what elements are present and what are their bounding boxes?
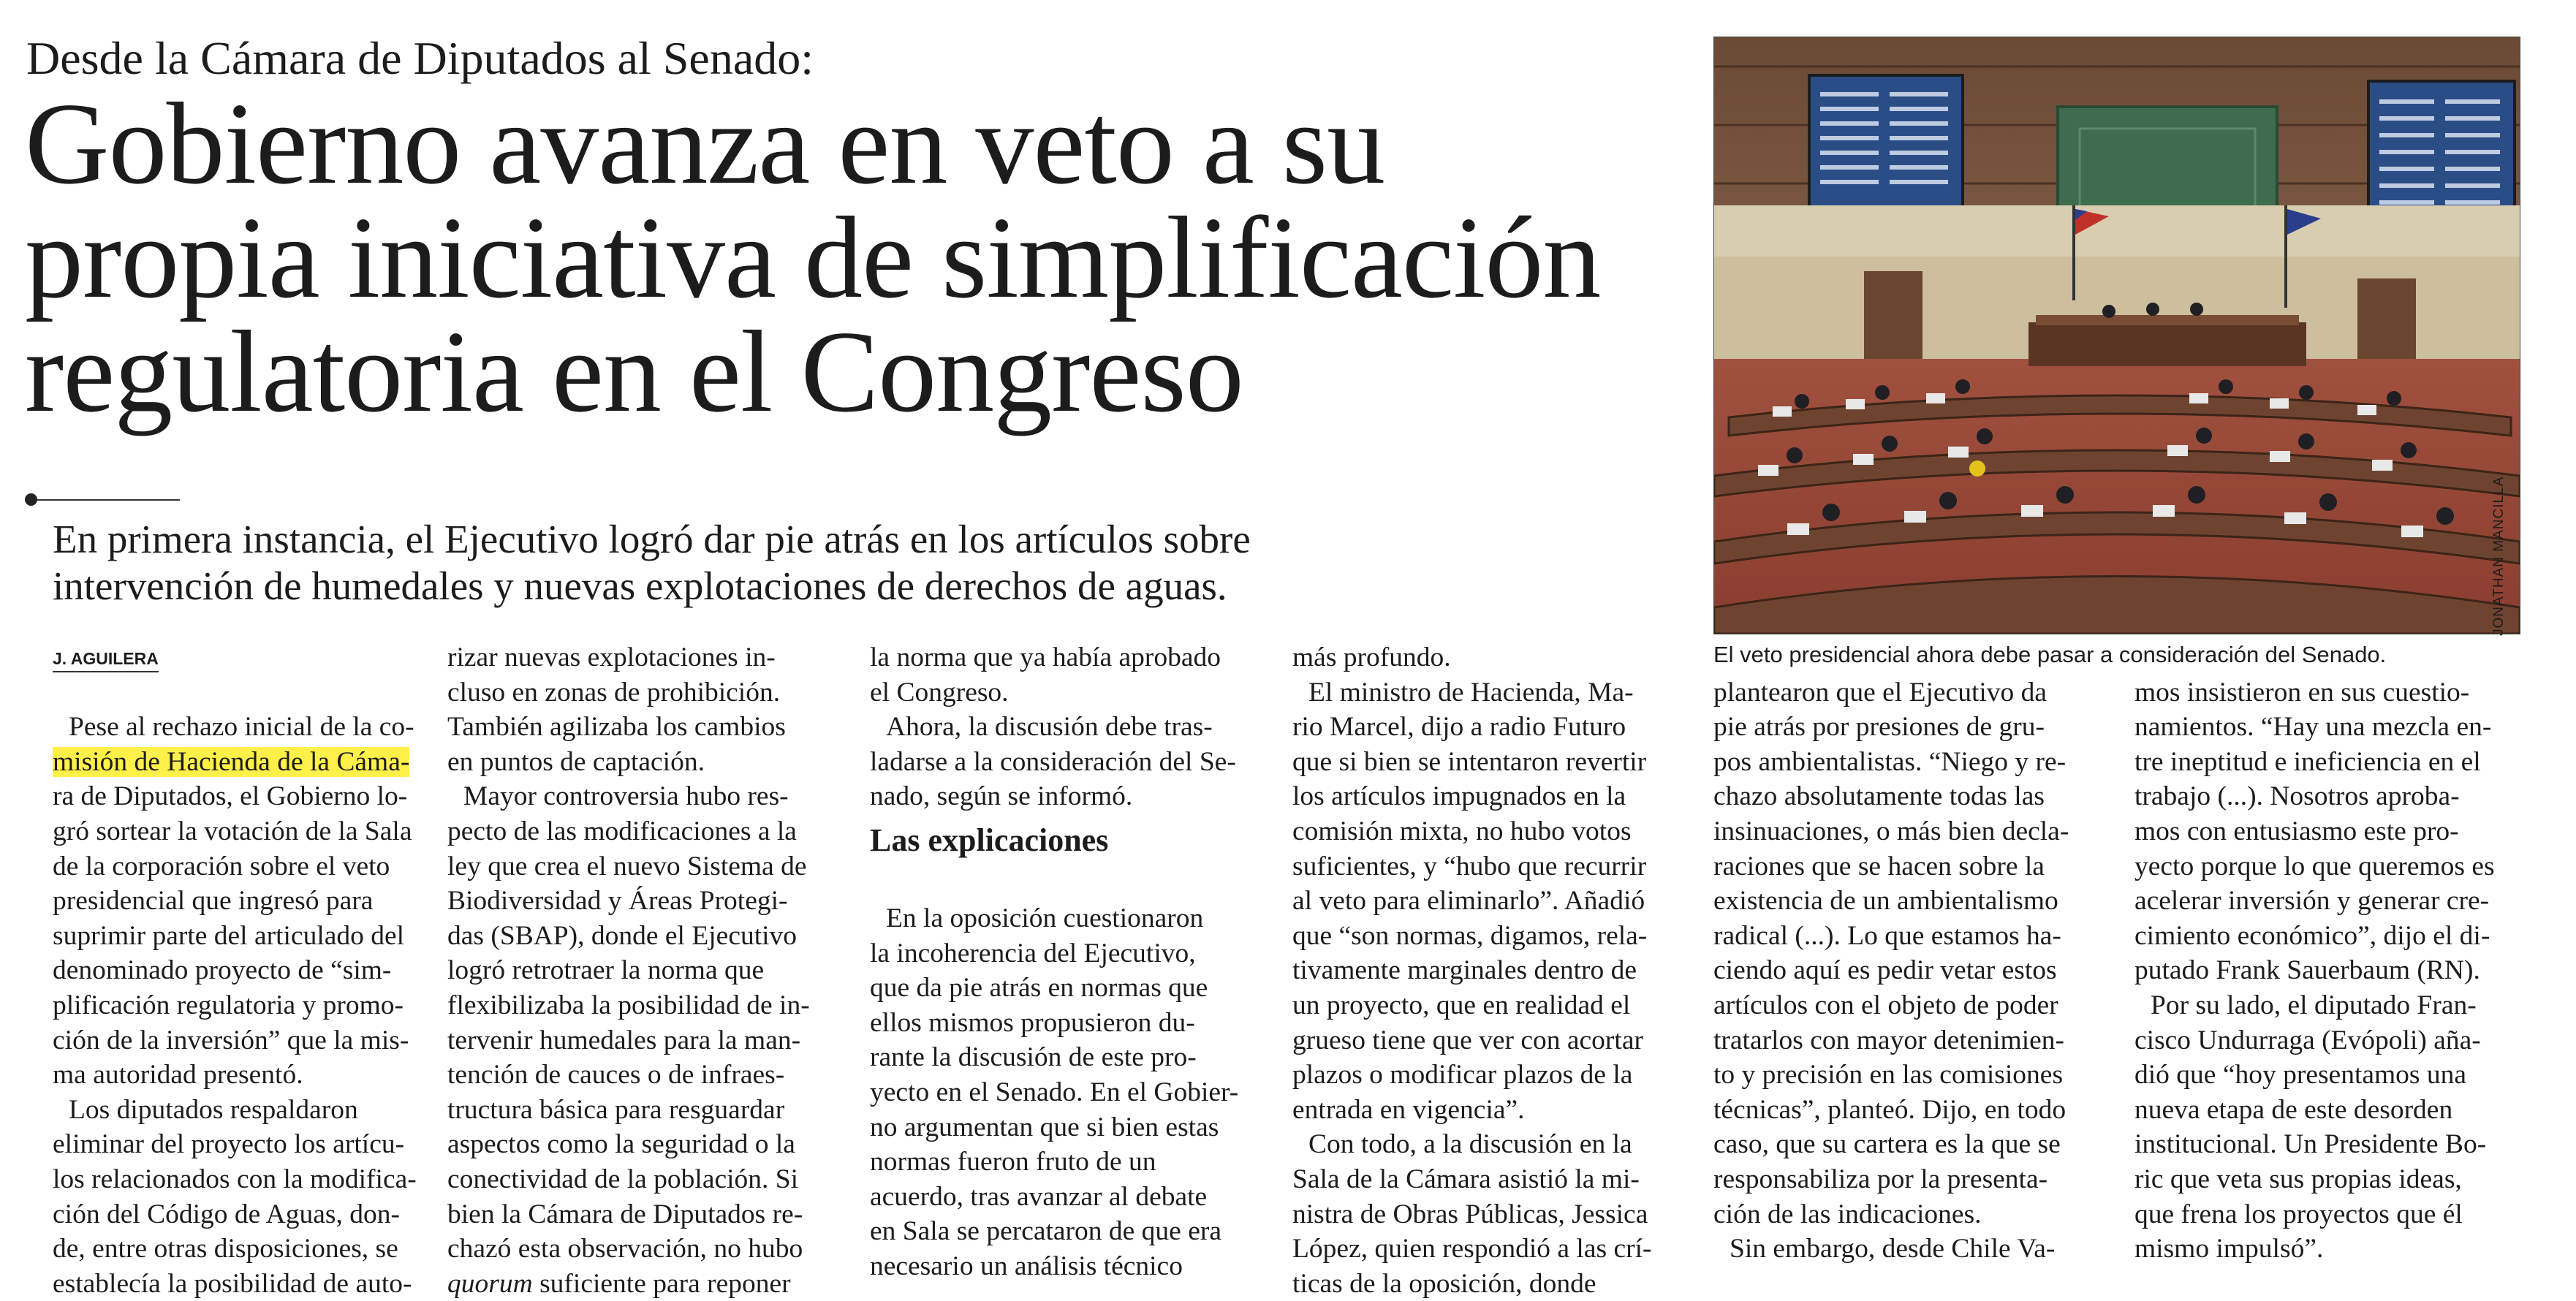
text-line: pos ambientalistas. “Niego y re- <box>1713 746 2067 777</box>
headline-line: Gobierno avanza en veto a su <box>25 78 1385 208</box>
text-line: bien la Cámara de Diputados re- <box>447 1199 803 1229</box>
text-fragment: suficiente para reponer <box>539 1268 791 1299</box>
text-line: que si bien se intentaron revertir <box>1292 746 1647 777</box>
text-line: un proyecto, que en realidad el <box>1292 990 1631 1020</box>
text-line: dió que “hoy presentamos una <box>2134 1060 2467 1091</box>
text-line: nistra de Obras Públicas, Jessica <box>1292 1199 1648 1229</box>
text-line <box>53 745 418 780</box>
text-line: presidencial que ingresó para <box>53 886 374 917</box>
text-line: suficientes, y “hubo que recurrir <box>1292 851 1647 881</box>
column-2 <box>447 640 835 1301</box>
text-line: acelerar inversión y generar cre- <box>2134 886 2490 917</box>
text-line: el Congreso. <box>870 677 1009 708</box>
text-line: Con todo, a la discusión en la <box>1308 1129 1632 1160</box>
text-line: tivamente marginales dentro de <box>1292 955 1637 986</box>
text-line: rante la discusión de este pro- <box>870 1042 1197 1073</box>
text-line: Por su lado, el diputado Fran- <box>2151 990 2477 1020</box>
column-3 <box>870 640 1265 1284</box>
text-line: logró retrotraer la norma que <box>447 955 765 986</box>
text-line: la incoherencia del Ejecutivo, <box>870 938 1196 968</box>
headline-line: propia iniciativa de simplificación <box>25 192 1601 322</box>
text-line: tre ineptitud e ineficiencia en el <box>2134 746 2481 777</box>
column-5 <box>1713 640 2108 1267</box>
chamber-illustration <box>1714 37 2520 634</box>
text-line: ladarse a la consideración del Se- <box>870 746 1236 777</box>
divider-rule <box>32 499 180 501</box>
highlighted-text: misión de Hacienda de la Cáma- <box>53 746 410 777</box>
text-line: ción de las indicaciones. <box>1713 1199 1982 1229</box>
text-line: Biodiversidad y Áreas Protegi- <box>447 886 788 917</box>
column-4 <box>1292 640 1687 1301</box>
italic-word: quorum <box>447 1268 533 1299</box>
divider-dot <box>25 493 37 506</box>
text-line: chazo absolutamente todas las <box>1713 781 2045 812</box>
text-line: Ahora, la discusión debe tras- <box>886 712 1213 743</box>
subheading: Las explicaciones <box>870 822 1109 858</box>
text-line: caso, que su cartera es la que se <box>1713 1129 2061 1160</box>
column-1 <box>53 640 418 1301</box>
text-line: También agilizaba los cambios <box>447 712 786 743</box>
text-line: nueva etapa de este desorden <box>2134 1094 2453 1125</box>
text-line: mos con entusiasmo este pro- <box>2134 816 2459 846</box>
text-line: ticas de la oposición, donde <box>1292 1268 1596 1299</box>
text-line: plantearon que el Ejecutivo da <box>1713 677 2047 708</box>
text-line: en Sala se percataron de que era <box>870 1216 1221 1247</box>
text-line: plificación regulatoria y promo- <box>53 990 404 1020</box>
text-line: que “son normas, digamos, rela- <box>1292 920 1648 951</box>
text-line: ma autoridad presentó. <box>53 1060 303 1091</box>
text-line: mismo impulsó”. <box>2134 1234 2324 1264</box>
text-line: al veto para eliminarlo”. Añadió <box>1292 886 1645 917</box>
text-line: En la oposición cuestionaron <box>886 903 1204 933</box>
text-line: aspectos como la seguridad o la <box>447 1129 795 1160</box>
text-line: que da pie atrás en normas que <box>870 973 1208 1004</box>
text-line: ciendo aquí es pedir vetar estos <box>1713 955 2057 986</box>
text-line: cluso en zonas de prohibición. <box>447 677 781 708</box>
text-line: la norma que ya había aprobado <box>870 642 1221 672</box>
text-line: Los diputados respaldaron <box>69 1094 358 1125</box>
text-line: chazó esta observación, no hubo <box>447 1234 803 1264</box>
text-line: tervenir humedales para la man- <box>447 1025 801 1055</box>
headline-line: regulatoria en el Congreso <box>25 306 1243 436</box>
text-line: institucional. Un Presidente Bo- <box>2134 1129 2487 1160</box>
text-line: acuerdo, tras avanzar al debate <box>870 1181 1208 1212</box>
text-line: ra de Diputados, el Gobierno lo- <box>53 781 408 812</box>
text-line: flexibilizaba la posibilidad de in- <box>447 990 810 1020</box>
text-line: ellos mismos propusieron du- <box>870 1007 1195 1038</box>
text-line: responsabiliza por la presenta- <box>1713 1164 2048 1194</box>
text-line: plazos o modificar plazos de la <box>1292 1060 1633 1091</box>
text-line: los relacionados con la modifica- <box>53 1164 417 1194</box>
lede <box>53 516 1661 610</box>
text-line: cimiento económico”, dijo el di- <box>2134 920 2490 951</box>
text-line: eliminar del proyecto los artícu- <box>53 1129 405 1160</box>
text-line: yecto en el Senado. En el Gobier- <box>870 1077 1239 1107</box>
text-line: raciones que se hacen sobre la <box>1713 851 2045 881</box>
text-line: no argumentan que si bien estas <box>870 1112 1219 1142</box>
text-line: normas fueron fruto de un <box>870 1147 1156 1177</box>
text-line: Sin embargo, desde Chile Va- <box>1730 1234 2056 1264</box>
text-line: establecía la posibilidad de auto- <box>53 1268 412 1299</box>
text-line: pecto de las modificaciones a la <box>447 816 797 846</box>
lede-line: En primera instancia, el Ejecutivo logró dar pie atrás en los artículos sobre <box>53 517 1251 561</box>
headline <box>25 78 1692 436</box>
text-line: existencia de un ambientalismo <box>1713 886 2058 917</box>
text-line: López, quien respondió a las crí- <box>1292 1234 1652 1264</box>
text-line: denominado proyecto de “sim- <box>53 955 392 986</box>
text-line: trabajo (...). Nosotros aproba- <box>2134 781 2460 812</box>
text-line: to y precisión en las comisiones <box>1713 1060 2064 1091</box>
text-line: ción del Código de Aguas, don- <box>53 1199 400 1229</box>
kicker: Desde la Cámara de Diputados al Senado: <box>26 32 814 84</box>
text-line: conectividad de la población. Si <box>447 1164 799 1194</box>
text-line: radical (...). Lo que estamos ha- <box>1713 920 2061 951</box>
text-line: necesario un análisis técnico <box>870 1251 1183 1281</box>
text-line: entrada en vigencia”. <box>1292 1094 1525 1125</box>
text-line: ric que veta sus propias ideas, <box>2134 1164 2462 1194</box>
text-line: Sala de la Cámara asistió la mi- <box>1292 1164 1640 1194</box>
text-line: das (SBAP), donde el Ejecutivo <box>447 920 798 951</box>
text-line: mos insistieron en sus cuestio- <box>2134 677 2470 708</box>
column-6 <box>2134 640 2529 1267</box>
text-line: rio Marcel, dijo a radio Futuro <box>1292 712 1626 743</box>
text-line: Pese al rechazo inicial de la co- <box>69 712 414 743</box>
text-line: artículos con el objeto de poder <box>1713 990 2058 1020</box>
text-line: gró sortear la votación de la Sala <box>53 816 412 846</box>
text-line: tratarlos con mayor detenimien- <box>1713 1025 2065 1055</box>
text-line: namientos. “Hay una mezcla en- <box>2134 712 2492 743</box>
text-line: nado, según se informó. <box>870 781 1133 812</box>
text-line: de la corporación sobre el veto <box>53 851 390 881</box>
photo-credit: JONATHAN MANCILLA <box>2491 476 2507 636</box>
text-line: ción de la inversión” que la mis- <box>53 1025 409 1055</box>
text-line: yecto porque lo que queremos es <box>2134 851 2495 881</box>
text-line: más profundo. <box>1292 642 1451 672</box>
photo-caption: El veto presidencial ahora debe pasar a consideración del Senado. <box>1713 642 2387 667</box>
text-line: en puntos de captación. <box>447 746 705 777</box>
text-line: tención de cauces o de infraes- <box>447 1060 785 1091</box>
text-line: comisión mixta, no hubo votos <box>1292 816 1632 846</box>
text-line: insinuaciones, o más bien decla- <box>1713 816 2069 846</box>
byline: J. AGUILERA <box>53 648 159 672</box>
text-line: pie atrás por presiones de gru- <box>1713 712 2045 743</box>
text-line: Mayor controversia hubo res- <box>463 781 789 812</box>
text-line: grueso tiene que ver con acortar <box>1292 1025 1643 1055</box>
text-line: tructura básica para resguardar <box>447 1094 785 1125</box>
text-line: suprimir parte del articulado del <box>53 920 405 951</box>
text-line <box>447 1267 835 1301</box>
text-line: que frena los proyectos que él <box>2134 1199 2463 1229</box>
text-line: putado Frank Sauerbaum (RN). <box>2134 955 2480 986</box>
chamber-photo <box>1713 37 2520 634</box>
text-line: técnicas”, planteó. Dijo, en todo <box>1713 1094 2067 1125</box>
lede-line: intervención de humedales y nuevas explotaciones de derechos de aguas. <box>53 564 1227 608</box>
text-line: los artículos impugnados en la <box>1292 781 1626 812</box>
text-line: de, entre otras disposiciones, se <box>53 1234 398 1264</box>
text-line: cisco Undurraga (Evópoli) aña- <box>2134 1025 2481 1055</box>
text-line: El ministro de Hacienda, Ma- <box>1308 677 1634 708</box>
text-line: ley que crea el nuevo Sistema de <box>447 851 807 881</box>
text-line: rizar nuevas explotaciones in- <box>447 642 776 672</box>
